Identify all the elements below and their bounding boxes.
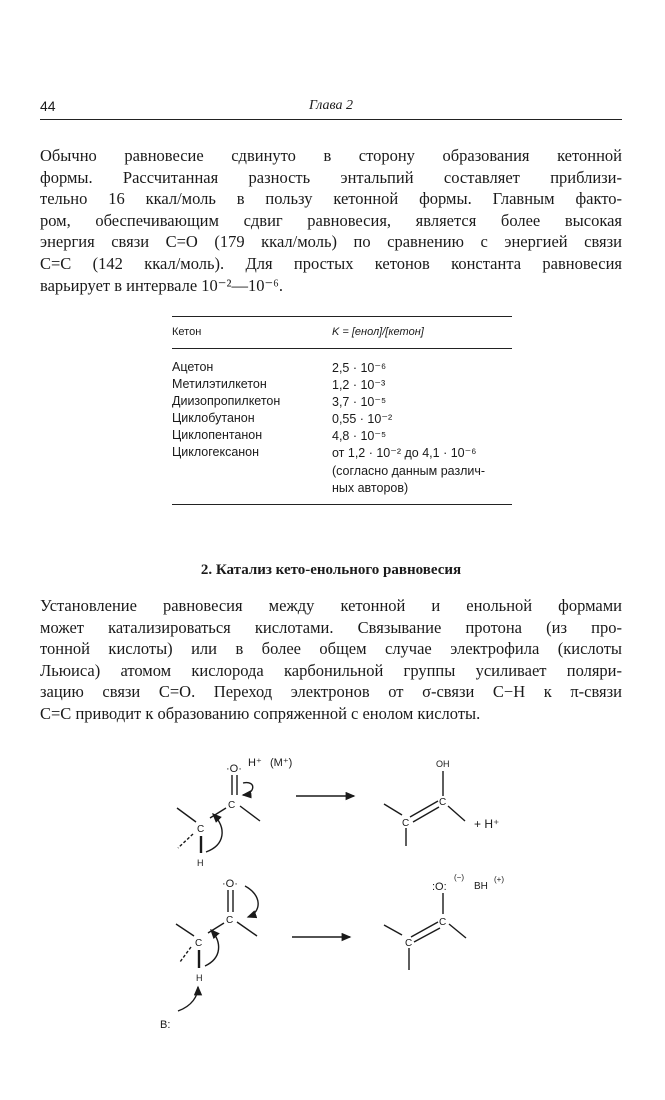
reaction2-enolate bbox=[384, 893, 466, 970]
r1-hydrogen: H bbox=[197, 858, 204, 868]
r2-enol-carbon: C bbox=[439, 917, 447, 928]
r1-enol-oh: OH bbox=[436, 759, 450, 769]
ketone-name: Циклобутанон bbox=[172, 411, 255, 425]
page-header bbox=[40, 97, 622, 120]
table-row bbox=[172, 445, 512, 462]
k-value: 3,7 · 10⁻⁵ bbox=[332, 395, 387, 409]
ketone-name: Метилэтилкетон bbox=[172, 377, 267, 391]
table-top-rule bbox=[172, 316, 512, 317]
r1-metal-label: (M⁺) bbox=[270, 757, 293, 769]
table-header-k: K = [енол]/[кетон] bbox=[332, 326, 424, 338]
text-line: ром, обеспечивающим сдвиг равновесия, является более высокая bbox=[40, 210, 622, 230]
r2-base: B: bbox=[160, 1019, 171, 1030]
text-line: варьирует в интервале 10⁻²—10⁻⁶. bbox=[40, 275, 284, 295]
table-header-rule bbox=[172, 348, 512, 349]
table-header-ketone: Кетон bbox=[172, 326, 202, 338]
r2-enolate-oxygen: :O: bbox=[432, 881, 447, 893]
ketone-name: Циклогексанон bbox=[172, 445, 260, 459]
table-row bbox=[172, 411, 512, 428]
text-line: C=C (142 ккал/моль). Для простых кетонов константа равновесия bbox=[40, 253, 622, 273]
text-line: зацию связи C=O. Переход электронов от σ-связи C−H к π-связи bbox=[40, 682, 622, 702]
text-line: Льюиса) атомом кислорода карбонильной группы усиливает поляри- bbox=[40, 660, 622, 680]
r2-oxygen-label: ·O· bbox=[222, 878, 238, 890]
r2-conjugate-acid: BH bbox=[474, 881, 488, 892]
r1-enol-carbon: C bbox=[439, 797, 447, 808]
table-row bbox=[172, 428, 512, 445]
ketone-name: Циклопентанон bbox=[172, 428, 263, 442]
r2-carbonyl-carbon: C bbox=[226, 915, 234, 926]
text-line: тонной кислоты) или в более общем случае электрофила (кислоты bbox=[40, 639, 622, 659]
r2-negative-charge: (−) bbox=[454, 873, 464, 882]
text-line: может катализироваться кислотами. Связывание протона (из про- bbox=[40, 617, 622, 637]
table-row bbox=[172, 377, 512, 394]
k-value: 4,8 · 10⁻⁵ bbox=[332, 429, 387, 443]
reaction1-keto bbox=[177, 775, 260, 853]
section-title: 2. Катализ кето-енольного равновесия bbox=[200, 562, 462, 578]
table-bottom-rule bbox=[172, 504, 512, 505]
text-line: энергия связи C=O (179 ккал/моль) по сравнению с энергией связи bbox=[40, 232, 622, 252]
r2-alpha-carbon: C bbox=[195, 938, 203, 949]
k-value: 2,5 · 10⁻⁶ bbox=[332, 361, 387, 375]
chapter-title: Глава 2 bbox=[309, 98, 353, 113]
r2-positive-charge: (+) bbox=[494, 875, 504, 884]
text-line: Установление равновесия между кетонной и енольной формами bbox=[40, 596, 622, 615]
table-row bbox=[172, 360, 512, 377]
table-note: ных авторов) bbox=[332, 481, 409, 495]
r1-carbonyl-carbon: C bbox=[228, 800, 236, 811]
r1-alpha-carbon: C bbox=[197, 824, 205, 835]
r1-proton-label: H⁺ bbox=[248, 757, 262, 769]
paragraph-catalysis bbox=[40, 595, 622, 725]
page-number: 44 bbox=[40, 98, 56, 114]
k-value: 0,55 · 10⁻² bbox=[332, 412, 393, 426]
table-row bbox=[172, 394, 512, 411]
r2-hydrogen: H bbox=[196, 973, 203, 983]
reaction-scheme bbox=[0, 730, 665, 1030]
k-value: 1,2 · 10⁻³ bbox=[332, 378, 386, 392]
r1-oxygen-label: ·O· bbox=[226, 763, 242, 775]
r2-enol-carbon: C bbox=[405, 938, 413, 949]
text-line: C=C приводит к образованию сопряженной с енолом кислоты. bbox=[40, 703, 481, 723]
table-note: (согласно данным различ- bbox=[332, 464, 486, 478]
k-value: от 1,2 · 10⁻² до 4,1 · 10⁻⁶ bbox=[332, 446, 477, 460]
text-line: тельно 16 ккал/моль в пользу кетонной формы. Главным факто- bbox=[40, 189, 622, 209]
paragraph-equilibrium bbox=[40, 145, 622, 296]
text-line: формы. Рассчитанная разность энтальпий составляет приблизи- bbox=[40, 167, 622, 187]
text-line: Обычно равновесие сдвинуто в сторону образования кетонной bbox=[40, 146, 622, 165]
r1-plus-proton: + H⁺ bbox=[474, 817, 500, 831]
reaction1-enol bbox=[384, 771, 465, 846]
ketone-name: Ацетон bbox=[172, 360, 214, 374]
reaction2-keto bbox=[176, 886, 258, 1011]
r1-enol-carbon: C bbox=[402, 818, 410, 829]
ketone-name: Диизопропилкетон bbox=[172, 394, 281, 408]
